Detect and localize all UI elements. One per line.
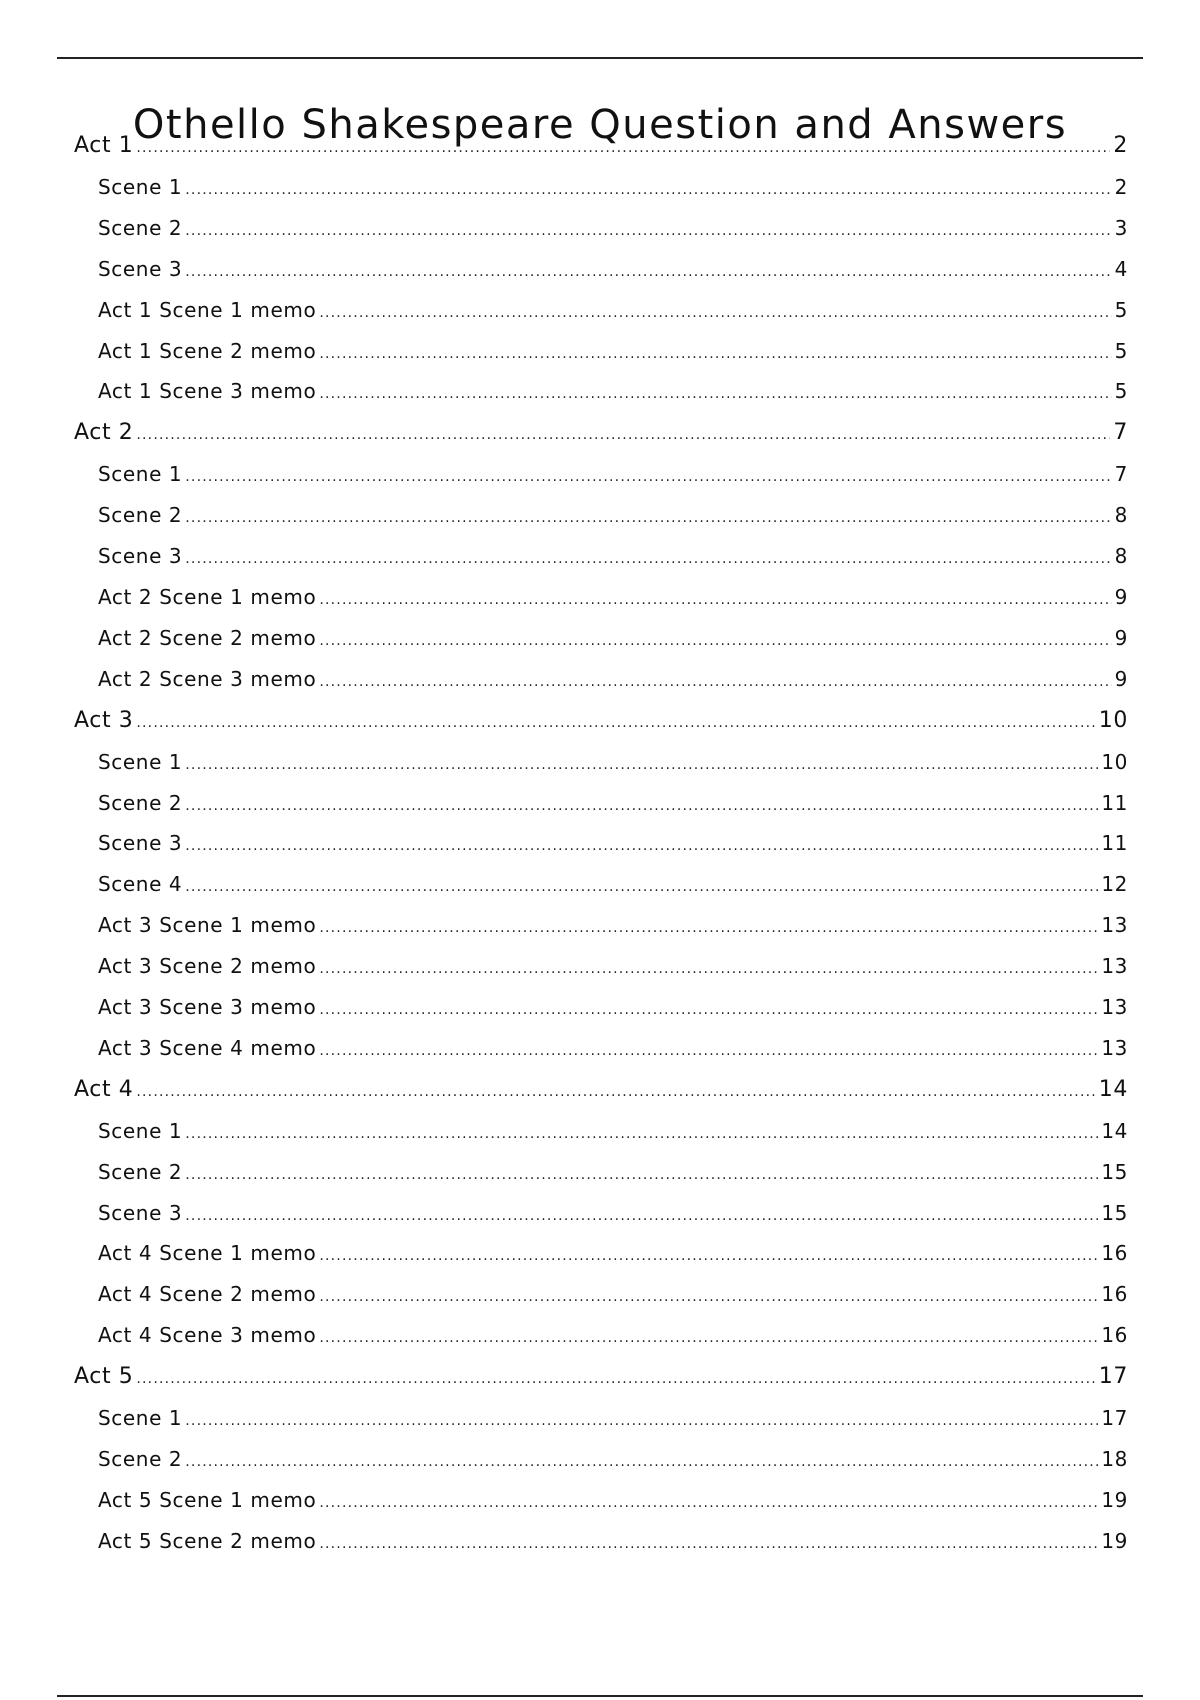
- toc-page-number: 12: [1101, 872, 1128, 897]
- document-title: Othello Shakespeare Question and Answers: [132, 101, 1068, 148]
- toc-page-number: 15: [1101, 1200, 1128, 1225]
- toc-entry-label: Act 4 Scene 1 memo: [98, 1241, 317, 1266]
- toc-scene-entry[interactable]: [74, 791, 1128, 832]
- toc-entry-label: Act 2 Scene 2 memo: [98, 625, 317, 650]
- toc-scene-entry[interactable]: [74, 175, 1128, 216]
- toc-page-number: 2: [1114, 175, 1128, 199]
- toc-entry-label: Scene 4: [98, 872, 183, 897]
- toc-scene-entry[interactable]: [74, 1160, 1128, 1201]
- toc-page-number: 4: [1114, 256, 1128, 281]
- toc-dot-leader: [185, 182, 1111, 198]
- top-rule: [57, 57, 1143, 59]
- toc-dot-leader: [319, 346, 1111, 362]
- toc-entry-label: Act 4 Scene 3 memo: [98, 1323, 317, 1348]
- toc-entry-label: Act 4: [74, 1076, 134, 1102]
- toc-entry-label: Act 2: [74, 420, 134, 446]
- toc-entry-label: Act 5: [74, 1364, 134, 1390]
- toc-dot-leader: [319, 1248, 1098, 1264]
- toc-entry-label: Scene 1: [98, 1406, 183, 1431]
- toc-scene-entry[interactable]: [74, 1488, 1128, 1529]
- toc-entry-label: Act 4 Scene 2 memo: [98, 1282, 317, 1307]
- toc-entry-label: Scene 3: [98, 831, 183, 856]
- toc-scene-entry[interactable]: [74, 954, 1128, 995]
- toc-page-number: 9: [1114, 625, 1128, 650]
- toc-page-number: 7: [1114, 462, 1128, 487]
- toc-scene-entry[interactable]: [74, 544, 1128, 585]
- toc-entry-label: Act 1: [74, 133, 134, 158]
- toc-scene-entry[interactable]: [74, 831, 1128, 872]
- toc-page-number: 13: [1101, 954, 1128, 979]
- toc-scene-entry[interactable]: [74, 1119, 1128, 1160]
- toc-dot-leader: [136, 427, 1110, 443]
- toc-page-number: 17: [1101, 1406, 1128, 1431]
- toc-page-number: 10: [1098, 707, 1128, 733]
- toc-scene-entry[interactable]: [74, 1282, 1128, 1323]
- toc-entry-label: Act 3 Scene 4 memo: [98, 1035, 317, 1060]
- toc-page-number: 10: [1101, 749, 1128, 774]
- toc-page-number: 7: [1113, 420, 1128, 446]
- toc-entry-label: Act 3 Scene 3 memo: [98, 995, 317, 1020]
- toc-page-number: 8: [1114, 503, 1128, 528]
- toc-scene-entry[interactable]: [74, 503, 1128, 544]
- toc-dot-leader: [185, 1208, 1098, 1224]
- toc-entry-label: Scene 2: [98, 1447, 183, 1472]
- toc-entry-label: Scene 1: [98, 175, 183, 199]
- table-of-contents: [74, 133, 1128, 1570]
- toc-dot-leader: [319, 386, 1111, 402]
- toc-scene-entry[interactable]: [74, 872, 1128, 913]
- toc-scene-entry[interactable]: [74, 339, 1128, 380]
- toc-dot-leader: [185, 1167, 1098, 1183]
- toc-page-number: 3: [1114, 215, 1128, 240]
- toc-entry-label: Act 2 Scene 3 memo: [98, 666, 317, 691]
- toc-page-number: 5: [1114, 338, 1128, 363]
- toc-page-number: 19: [1101, 1487, 1128, 1512]
- toc-dot-leader: [319, 1289, 1098, 1305]
- toc-dot-leader: [185, 510, 1111, 526]
- toc-page-number: 13: [1101, 995, 1128, 1020]
- toc-page-number: 19: [1101, 1528, 1128, 1553]
- toc-page-number: 11: [1101, 831, 1128, 856]
- toc-scene-entry[interactable]: [74, 379, 1128, 420]
- toc-dot-leader: [136, 1371, 1095, 1387]
- toc-scene-entry[interactable]: [74, 626, 1128, 667]
- toc-dot-leader: [319, 1002, 1098, 1018]
- toc-entry-label: Act 5 Scene 2 memo: [98, 1528, 317, 1553]
- toc-entry-label: Act 3 Scene 1 memo: [98, 913, 317, 938]
- toc-scene-entry[interactable]: [74, 257, 1128, 298]
- toc-page-number: 8: [1114, 544, 1128, 569]
- toc-entry-label: Scene 2: [98, 790, 183, 815]
- toc-page-number: 9: [1114, 585, 1128, 610]
- toc-entry-label: Act 3: [74, 707, 134, 733]
- toc-page-number: 9: [1114, 666, 1128, 691]
- toc-dot-leader: [319, 305, 1111, 321]
- toc-page-number: 16: [1101, 1241, 1128, 1266]
- toc-dot-leader: [319, 920, 1098, 936]
- toc-dot-leader: [319, 1043, 1098, 1059]
- toc-dot-leader: [319, 1330, 1098, 1346]
- toc-dot-leader: [185, 798, 1098, 814]
- toc-dot-leader: [185, 838, 1098, 854]
- toc-dot-leader: [185, 879, 1098, 895]
- toc-entry-label: Act 1 Scene 1 memo: [98, 297, 317, 322]
- toc-page-number: 5: [1114, 297, 1128, 322]
- toc-scene-entry[interactable]: [74, 216, 1128, 257]
- toc-scene-entry[interactable]: [74, 1529, 1128, 1570]
- toc-dot-leader: [185, 223, 1111, 239]
- toc-entry-label: Scene 1: [98, 749, 183, 774]
- toc-scene-entry[interactable]: [74, 298, 1128, 339]
- toc-dot-leader: [185, 1413, 1098, 1429]
- toc-dot-leader: [319, 592, 1111, 608]
- toc-act-entry[interactable]: [74, 420, 1128, 462]
- toc-dot-leader: [185, 1454, 1098, 1470]
- toc-entry-label: Act 2 Scene 1 memo: [98, 585, 317, 610]
- toc-scene-entry[interactable]: [74, 1036, 1128, 1077]
- toc-scene-entry[interactable]: [74, 1241, 1128, 1282]
- bottom-rule: [57, 1695, 1143, 1697]
- toc-scene-entry[interactable]: [74, 913, 1128, 954]
- toc-page-number: 17: [1098, 1364, 1128, 1390]
- toc-dot-leader: [319, 674, 1111, 690]
- toc-scene-entry[interactable]: [74, 1201, 1128, 1242]
- toc-entry-label: Act 3 Scene 2 memo: [98, 954, 317, 979]
- toc-dot-leader: [185, 1126, 1098, 1142]
- toc-page-number: 18: [1101, 1447, 1128, 1472]
- toc-dot-leader: [185, 469, 1111, 485]
- toc-act-entry[interactable]: [74, 133, 1128, 175]
- toc-dot-leader: [136, 715, 1095, 731]
- toc-page-number: 14: [1098, 1076, 1128, 1102]
- toc-page-number: 14: [1101, 1118, 1128, 1143]
- toc-page-number: 13: [1101, 913, 1128, 938]
- toc-entry-label: Scene 1: [98, 462, 183, 487]
- toc-dot-leader: [319, 961, 1098, 977]
- toc-scene-entry[interactable]: [74, 750, 1128, 791]
- toc-dot-leader: [185, 264, 1111, 280]
- toc-dot-leader: [185, 757, 1098, 773]
- toc-page-number: 5: [1114, 379, 1128, 404]
- toc-scene-entry[interactable]: [74, 462, 1128, 503]
- toc-dot-leader: [185, 551, 1111, 567]
- toc-act-entry[interactable]: [74, 708, 1128, 750]
- toc-dot-leader: [319, 1536, 1098, 1552]
- toc-scene-entry[interactable]: [74, 1323, 1128, 1364]
- toc-entry-label: Scene 1: [98, 1118, 183, 1143]
- toc-page-number: 16: [1101, 1323, 1128, 1348]
- toc-entry-label: Scene 2: [98, 503, 183, 528]
- toc-page-number: 15: [1101, 1159, 1128, 1184]
- toc-page-number: 11: [1101, 790, 1128, 815]
- toc-scene-entry[interactable]: [74, 585, 1128, 626]
- toc-scene-entry[interactable]: [74, 1447, 1128, 1488]
- toc-page-number: 13: [1101, 1035, 1128, 1060]
- toc-dot-leader: [319, 633, 1111, 649]
- toc-entry-label: Act 5 Scene 1 memo: [98, 1487, 317, 1512]
- toc-entry-label: Scene 2: [98, 1159, 183, 1184]
- toc-page-number: 16: [1101, 1282, 1128, 1307]
- toc-act-entry[interactable]: [74, 1077, 1128, 1119]
- toc-scene-entry[interactable]: [74, 667, 1128, 708]
- toc-page-number: 2: [1113, 133, 1128, 158]
- toc-dot-leader: [319, 1495, 1098, 1511]
- toc-entry-label: Scene 3: [98, 544, 183, 569]
- toc-entry-label: Act 1 Scene 3 memo: [98, 379, 317, 404]
- toc-scene-entry[interactable]: [74, 1406, 1128, 1447]
- toc-dot-leader: [136, 1084, 1095, 1100]
- toc-act-entry[interactable]: [74, 1364, 1128, 1406]
- toc-entry-label: Scene 2: [98, 215, 183, 240]
- toc-entry-label: Act 1 Scene 2 memo: [98, 338, 317, 363]
- toc-scene-entry[interactable]: [74, 995, 1128, 1036]
- toc-entry-label: Scene 3: [98, 1200, 183, 1225]
- toc-dot-leader: [136, 140, 1110, 156]
- toc-entry-label: Scene 3: [98, 256, 183, 281]
